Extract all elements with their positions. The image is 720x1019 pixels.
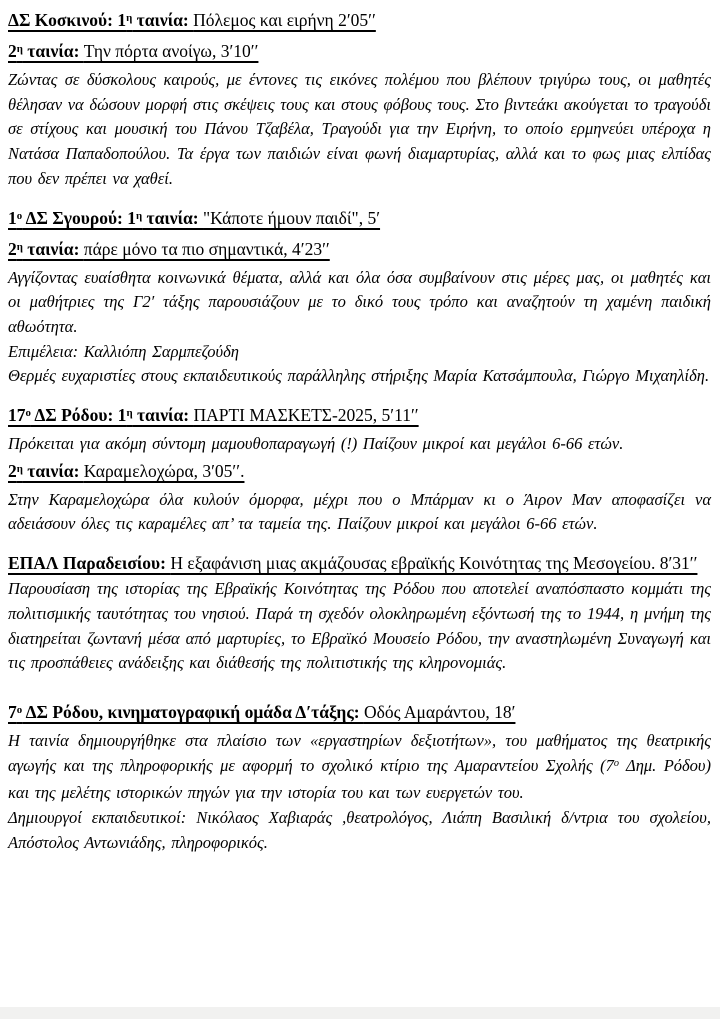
section-ds-koskinou: [8, 6, 711, 192]
film-heading-1: [8, 549, 711, 577]
film-heading-1: [8, 401, 711, 432]
film-description: Παρουσίαση της ιστορίας της Εβραϊκής Κοινότητας της Ρόδου που αποτελεί αναπόσπαστο κομμάτι της πολιτισμικής ταυτότητας του νησιού. Παρά τη σχεδόν ολοκληρωμένη εξόντωσή της το 1944, η μνήμη της διατηρείται ζωντανή μέσα από μαρτυρίες, το Εβραϊκό Μουσείο Ρόδου, την αναστηλωμένη Συναγωγή και τις προσπάθειες ανάδειξης και διάθεσής της πολιτιστικής της κληρονομιάς.: [8, 579, 711, 673]
film-number: 2: [8, 238, 17, 259]
film-title: Πόλεμος και ειρήνη 2′05′′: [193, 10, 376, 30]
film-label: ταινία:: [132, 10, 194, 30]
film-number: 2: [8, 41, 17, 61]
film-label: ταινία:: [132, 405, 194, 426]
school-number: 17: [8, 405, 26, 426]
film-title: Καραμελοχώρα, 3′05′′.: [83, 460, 245, 481]
description-segment: Δημ. Ρόδου) και της μελέτης ιστορικών πηγών για την ιστορία του και των ευεργετών του.: [8, 755, 712, 803]
film-description: Ζώντας σε δύσκολους καιρούς, με έντονες τις εικόνες πολέμου που βλέπουν τριγύρω τους, οι μαθητές θέλησαν να δώσουν μορφή στις σκέψεις τους και στους φόβους τους. Στο βιντεάκι ακούγεται το τραγούδι σε στίχους και μουσική του Πάνου Τζαβέλα, Τραγούδι για την Ειρήνη, το οποίο ερμηνεύει υπέροχα η Νατάσα Παπαδοπούλου. Τα έργα των παιδιών είναι φωνή διαμαρτυρίας, αλλά και το φως μιας ελπίδας που δεν πρέπει να χαθεί.: [8, 70, 711, 188]
ordinal-superscript: η: [16, 462, 23, 475]
ordinal-superscript: ο: [16, 209, 23, 222]
film-number: 2: [8, 460, 17, 481]
section-epal-paradeisiou: [8, 549, 711, 676]
film-label: ταινία:: [22, 41, 84, 61]
film-description: Πρόκειται για ακόμη σύντομη μαμουθοπαραγωγή (!) Παίζουν μικροί και μεγάλοι 6-66 ετών.: [8, 434, 624, 454]
description-segment: Η ταινία δημιουργήθηκε στα πλαίσιο των «εργαστηρίων δεξιοτήτων», του μαθήματος της θεατρικής αγωγής και της πληροφορικής με αφορμή το σχολικό κτίριο της Αμαραντείου Σχολής (7: [8, 730, 711, 775]
film-title: ΠΑΡΤΙ ΜΑΣΚΕΤΣ-2025, 5′11′′: [193, 405, 419, 426]
film-heading-1: [8, 698, 711, 729]
school-name: ΕΠΑΛ Παραδεισίου:: [8, 553, 171, 574]
ordinal-superscript: η: [16, 43, 23, 56]
school-number: 7: [8, 701, 17, 722]
section-ds-rodou-7: [8, 698, 711, 856]
film-heading-2: [8, 235, 711, 266]
ordinal-superscript: η: [135, 209, 143, 222]
film-description: [8, 729, 711, 806]
school-name: ΔΣ Ρόδου: 1: [30, 405, 127, 426]
film-heading-1: [8, 6, 711, 37]
film-label: ταινία:: [142, 207, 204, 228]
film-title: "Κάποτε ήμουν παιδί", 5′: [203, 207, 381, 228]
school-name: ΔΣ Σγουρού: 1: [22, 207, 136, 228]
credits-line: Επιμέλεια: Καλλιόπη Σαρμπεζούδη: [8, 341, 239, 361]
ordinal-superscript: ο: [613, 758, 619, 770]
film-title: πάρε μόνο τα πιο σημαντικά, 4′23′′: [83, 238, 330, 259]
ordinal-superscript: η: [16, 240, 23, 253]
film-heading-2: [8, 37, 711, 68]
thanks-line: Θερμές ευχαριστίες στους εκπαιδευτικούς παράλληλης στήριξης Μαρία Κατσάμπουλα, Γιώργο Μιχαηλίδη.: [8, 366, 710, 386]
school-number: 1: [8, 207, 17, 228]
film-title: Η εξαφάνιση μιας ακμάζουσας εβραϊκής Κοινότητας της Μεσογείου. 8′31′′: [170, 553, 698, 574]
ordinal-superscript: η: [126, 12, 133, 25]
film-description: Αγγίζοντας ευαίσθητα κοινωνικά θέματα, αλλά και όλα όσα συμβαίνουν στις μέρες μας, οι μαθητές και οι μαθήτριες της Γ2′ τάξης παρουσιάζουν με το δικό τους τρόπο και αναζητούν τη χαμένη παιδική αθωότητα.: [8, 267, 711, 336]
film-label: ταινία:: [22, 238, 84, 259]
school-name: ΔΣ Κοσκινού: 1: [8, 10, 127, 30]
film-description: Στην Καραμελοχώρα όλα κυλούν όμορφα, μέχρι που ο Μπάρμαν κι ο Άιρον Μαν αποφασίζει να αδειάσουν όλες τις καραμέλες απ’ τα ταμεία της. Παίζουν μικροί και μεγάλοι 6-66 ετών.: [8, 489, 711, 534]
ordinal-superscript: ο: [16, 704, 23, 717]
ordinal-superscript: η: [126, 407, 133, 420]
film-heading-1: [8, 204, 711, 235]
school-name: ΔΣ Ρόδου, κινηματογραφική ομάδα Δ′τάξης:: [22, 701, 364, 722]
section-ds-rodou-17: [8, 401, 711, 537]
credits-line: Δημιουργοί εκπαιδευτικοί: Νικόλαος Χαβιαράς ,θεατρολόγος, Λιάπη Βασιλική δ/ντρια του σχολείου, Απόστολος Αντωνιάδης, πληροφορικός.: [8, 808, 711, 852]
ordinal-superscript: ο: [25, 407, 31, 420]
film-label: ταινία:: [22, 460, 84, 481]
film-title: Την πόρτα ανοίγω, 3′10′′: [83, 41, 259, 61]
section-ds-sgourou: [8, 204, 711, 390]
page-bottom-strip: [0, 1007, 720, 1019]
film-title: Οδός Αμαράντου, 18′: [363, 701, 516, 722]
film-heading-2: [8, 457, 711, 488]
